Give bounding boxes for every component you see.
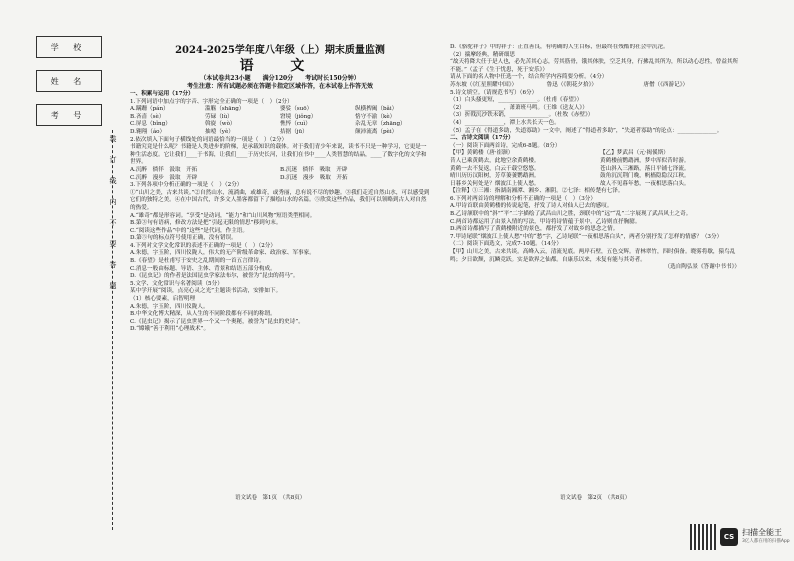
poem-a-line: 日暮乡关何处是？烟波江上使人愁。 [450, 180, 540, 187]
q7-line-2: （2）______________，萧萧班马鸣。（王维《送友人》） [450, 104, 588, 111]
poem-a-line: 晴川历历汉阳树，芳草萋萋鹦鹉洲。 [450, 173, 540, 180]
q9-option-a: A.甲诗首联由黄鹤楼的传说起笔，抒发了诗人对仙人已去的感叹。 [450, 203, 613, 210]
left-page-footer: 语文试卷 第1页 （共8页） [235, 495, 306, 501]
q5-option-b: B.中华文化博大精深，从人生的不同阶段都有不同的称谓。 [130, 311, 276, 318]
poem-b [600, 150, 740, 188]
q7-line-3: （3）折戟沉沙铁未销，______________。（杜牧《赤壁》） [450, 112, 594, 119]
q9-option-c: C.两首诗都运用了由景入情的写法，甲诗将诗情蕴于景中，乙诗则直抒胸臆。 [450, 218, 641, 225]
poem-a [450, 150, 590, 188]
q4-option-a: A.朱德，字玉阶，四川仪陇人，伟大的无产阶级革命家、政治家、军事家。 [130, 250, 315, 257]
question-7: 5.诗文填空。（请规范书写）（6分） [450, 89, 538, 96]
poem-note: 【注释】①三湘：指湖南湘潭、湘乡、湘阴。②七泽：相传楚有七泽。 [450, 188, 624, 195]
q3-option-b: B.第③句有语病，修改方法是把“引起无限的情思”移到句末。 [130, 220, 282, 227]
question-6-names: 苏东坡（《红星照耀中国》） 鲁迅（《朝花夕拾》） 唐僧（《西游记》） [450, 81, 689, 88]
q5-option-c: C.《昆虫记》揭示了昆虫世界一个又一个奥秘，被誉为“昆虫的史诗”。 [130, 318, 304, 325]
scanner-name: 扫描全能王 [742, 528, 782, 537]
question-6-label: （2）揣摩经典，精研细思 [450, 51, 516, 58]
question-5-sub: （1）核心要素，启智明理 [130, 296, 196, 303]
left-page [130, 44, 430, 334]
question-2-text: 书籍究竟是什么呢？书籍是人类进步的阶梯，是承载知识的载体。对于我们青少年来说，读书不只是一种学习，它更是一种生活态度。它让我们____于书海，让我们____于历史长河，让我们在书中____人类智慧的结晶，____了数字化的文学和世界。 [130, 144, 427, 166]
binding-notice: 装订线内不要答题 [109, 135, 117, 303]
q4-option-b: B.《春望》是杜甫写于安史之乱期间的一首五言律诗。 [130, 258, 265, 265]
question-8: （一）阅读下面两首诗，完成6-8题。（8分） [450, 142, 561, 149]
q9-option-b: B.乙诗颔联中的“斜”“平”二字描绘了武昌山川之胜，颈联中的“远”“乱”二字展现了武昌风土之奇。 [450, 211, 692, 218]
question-3-text: ①“山川之美，古来共谈。”②自然山水，流淌曲，或雄奇，或秀丽，总有说不尽的妙趣。③我们走近自然山水，可以感受到它们的独特之美。④在中国古代，许多文人墨客都留下了描绘山水的名篇。⑤欣赏这些作品，我们可以领略到古人对自然的热爱。 [130, 189, 430, 211]
question-5: 5.文学、文化常识与名著阅读（5分） [130, 280, 223, 287]
poem-a-line: 黄鹤一去不复返，白云千载空悠悠。 [450, 165, 540, 172]
q3-option-c: C.“阅读这些作品”中的“这些”是代词，作主语。 [130, 227, 248, 234]
poem-b-line: 故人不见暮年愁，一夜相思落白头。 [600, 180, 690, 187]
question-3: 3.下列各项中分析正确的一项是（ ）（2分） [130, 182, 243, 189]
section-1-heading: 一、积累与运用（17分） [130, 91, 194, 97]
binding-column [0, 0, 122, 561]
poem-b-line: 鼓角沉沉荆门晚，帆樯隐隐汉江秋。 [600, 173, 690, 180]
school-field: 学 校 [36, 36, 102, 58]
right-page [450, 44, 740, 272]
scanner-slogan: 3亿人都在用的扫描App [742, 539, 790, 544]
q1-options-a: A.蹒跚（pán） 滥觞（shāng） 婆娑（suō） 纵横捭阖（bǎi） [130, 106, 398, 113]
section-2-heading: 二、古诗文阅读（17分） [450, 135, 514, 142]
q1-options-c: C.屏息（bǐng） 斡旋（wò） 憔悴（cuì） 杂乱无章（zhāng） [130, 121, 406, 128]
prose-passage: 【甲】山川之美，古来共谈。高峰入云，清流见底。两岸石壁，五色交辉。青林翠竹，四时俱备。晓雾将歇，猿鸟乱鸣；夕日欲颓，沉鳞竞跃。实是欲界之仙都。自康乐以来，未复有能与其奇者。 [450, 249, 736, 263]
question-6-quote: “故天将降大任于是人也，必先苦其心志，劳其筋骨，饿其体肤，空乏其身，行拂乱其所为，所以动心忍性，曾益其所不能。”（孟子《生于忧患，死于安乐》） [450, 59, 739, 73]
question-5-text: 某中学开展“阅读，点亮心灵之光”主题读书活动，安排如下。 [130, 288, 282, 295]
q3-option-a: A.“雄奇”都是形容词。“享受”是动词，“能力”和“山川风物”短语类型相同。 [130, 212, 316, 219]
poem-b-line: 苍山斜入三湘路，落日平铺七泽流。 [600, 165, 690, 172]
q2-options-2: C.沉醉 漫步 汲取 开辟 D.沉迷 漫步 吸取 开拓 [130, 174, 348, 181]
exam-meta: （本试卷共23小题 满分120分 考试时长150分钟） [200, 75, 360, 82]
exam-number-field: 考 号 [36, 104, 102, 126]
q2-options: A.沉醉 徜徉 汲取 开拓 B.沉迷 徜徉 吸取 开辟 [130, 166, 348, 173]
poem-b-line: 黄鹤楼前鹦鹉洲，梦中浑似昔时游。 [600, 157, 690, 164]
q1-options-b: B.吝啬（sè） 劳碌（lù） 窘境（jiǒng） 恪守不渝（kè） [130, 113, 396, 120]
q7-line-4: （4）______________，潭上水共长天一色。 [450, 119, 560, 126]
q4-option-d: D.《昆虫记》的作者是法国昆虫学家法布尔，被誉为“昆虫的荷马”。 [130, 273, 299, 280]
prose-source: （选自陶弘景《答谢中书书》） [664, 264, 740, 271]
question-2: 2.依次填入下面句子横线处的词语最恰当的一项是（ ）（2分） [130, 136, 288, 143]
exam-title: 2024-2025学年度八年级（上）期末质量监测 [175, 45, 385, 56]
name-field: 姓 名 [36, 70, 102, 92]
q9-option-d: D.两首诗都描写了黄鹤楼附近的景色，都抒发了对故乡的思念之情。 [450, 226, 619, 233]
poem-a-line: 昔人已乘黄鹤去，此地空余黄鹤楼。 [450, 157, 540, 164]
scanner-text [742, 528, 790, 546]
q7-line-5: （5）孟子在《得道多助，失道寡助》一文中，阐述了“得道者多助”，“失道者寡助”的论点：______________。 [450, 127, 723, 134]
scanner-watermark [690, 524, 790, 550]
q5-option-d: D.“嫦娥”善于利用“心理战术”。 [130, 326, 210, 333]
q5-option-d-cont: D.《骆驼祥子》中的祥子：正直善良，有明确的人生目标，但最终在残酷的社会中沉沦。 [450, 44, 669, 50]
right-page-footer: 语文试卷 第2页 （共8页） [560, 495, 631, 501]
q5-option-a: A.朱德，字玉阶，四川仪陇人。 [130, 303, 209, 310]
q4-option-c: C.消息一般由标题、导语、主体、背景和结语五部分构成。 [130, 265, 276, 272]
q7-line-1: （1）白头搔更短，______________。（杜甫《春望》） [450, 97, 583, 104]
exam-notice: 考生注意：所有试题必须在答题卡指定区域作答，在本试卷上作答无效 [186, 83, 373, 90]
qr-code-icon [690, 524, 716, 550]
poem-b-title: 【乙】梦武昌（元·揭傒斯） [600, 150, 669, 157]
q3-option-d: D.第⑤句的标点符号使用正确，没有错误。 [130, 235, 237, 242]
camscanner-logo-icon: CS [720, 528, 738, 546]
question-10: 7.甲诗尾联“烟波江上使人愁”中的“愁”字，乙诗尾联“一夜相思落白头”，两者分别抒发了怎样的情感？（3分） [450, 233, 723, 240]
question-1: 1.下列词语中加点字的字音、字形完全正确的一项是（ ）（2分） [130, 98, 293, 105]
poems [450, 150, 740, 188]
question-6-task: 请从下面的名人物中任选一个，结合所学内容简要分析。（4分） [450, 74, 608, 81]
q1-options-d: D.翱翔（áo） 抽噎（yè） 拮据（jū） 颠沛流离（pèi） [130, 128, 398, 135]
question-11: （二）阅读下面选文，完成7-10题。（14分） [450, 241, 562, 248]
poem-a-title: 【甲】黄鹤楼（唐·崔颢） [450, 150, 514, 157]
question-9: 6.下列对两首诗的理解和分析不正确的一项是（ ）（3分） [450, 195, 596, 202]
question-4: 4.下列对文学文化常识的表述不正确的一项是（ ）（2分） [130, 242, 276, 249]
subject-title: 语 文 [239, 58, 321, 74]
